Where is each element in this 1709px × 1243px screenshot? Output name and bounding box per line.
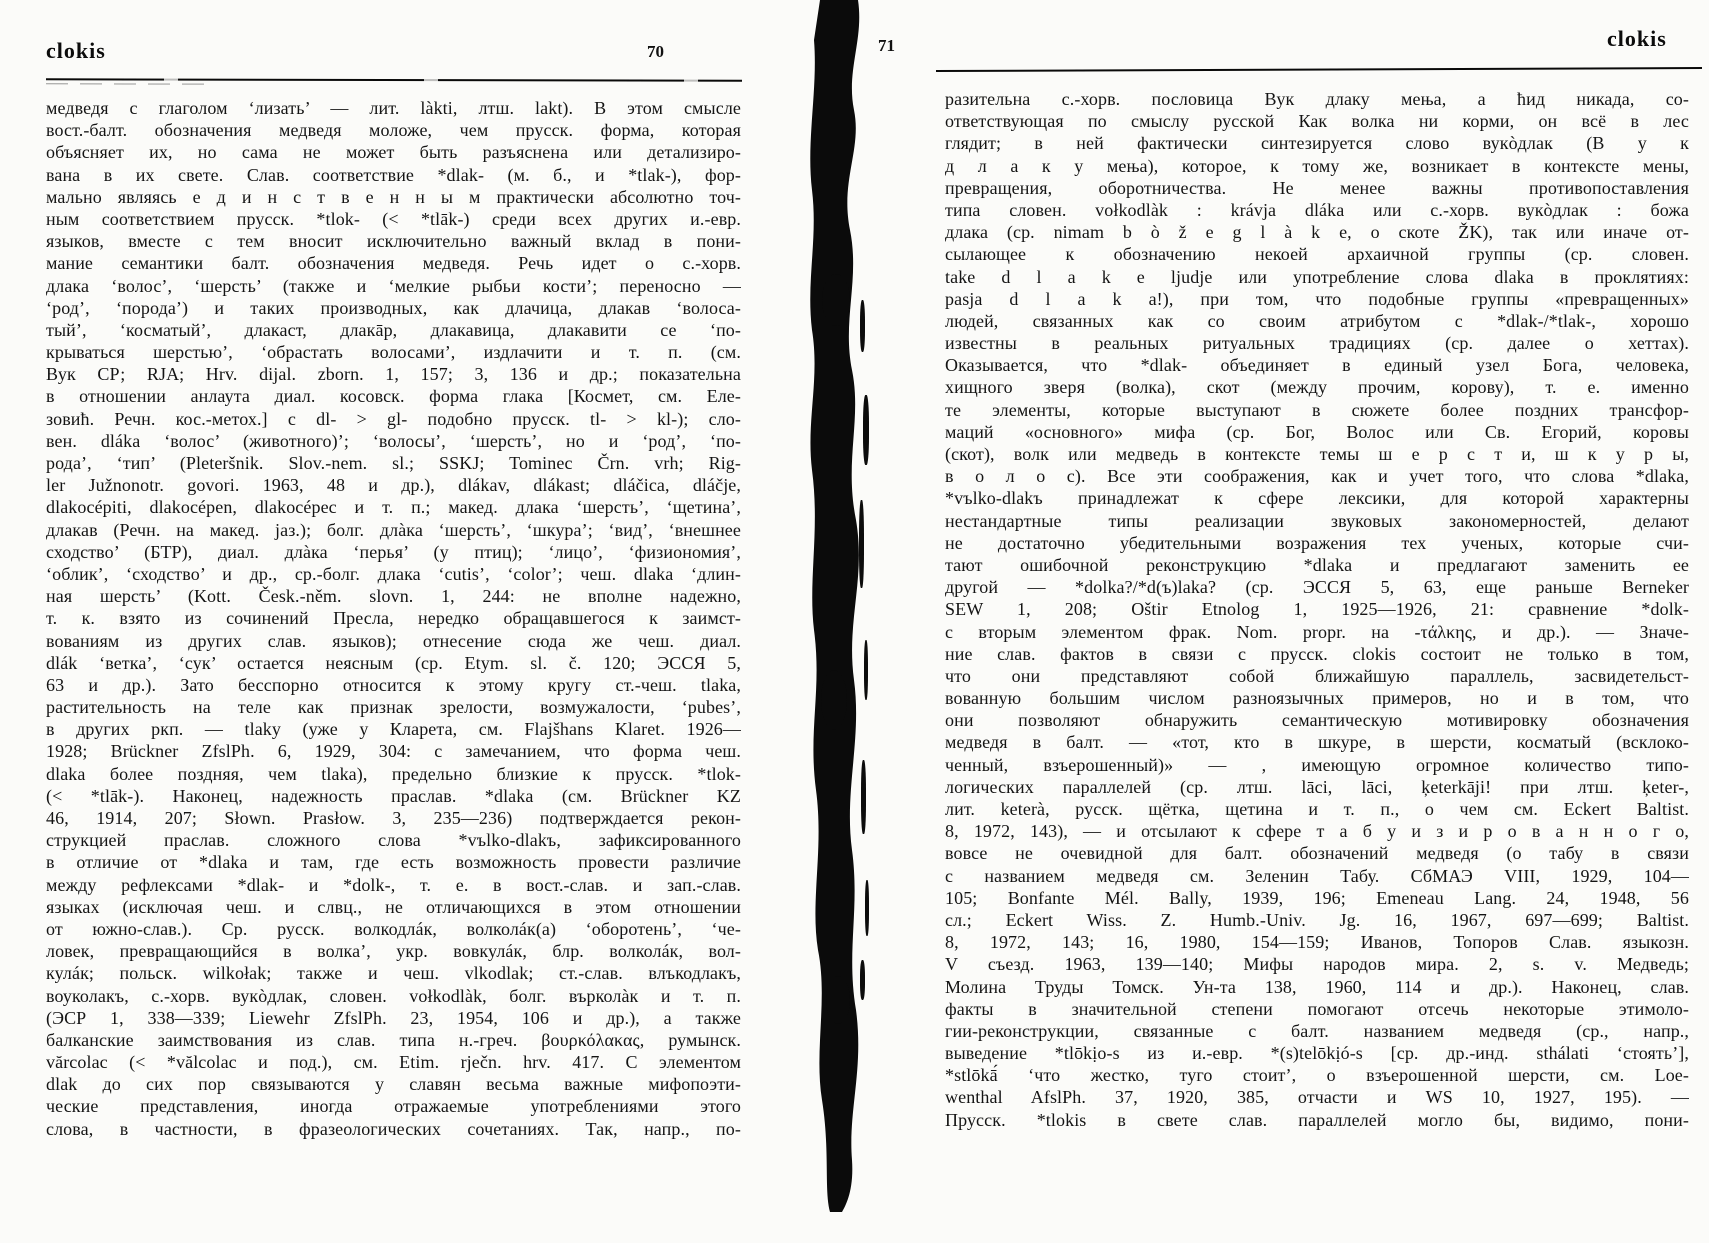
text-line: 63 и др.). Зато бесспорно относится к этому кругу ст.-чеш. tlaka, [46, 674, 741, 695]
text-line: хищного зверя (волка), скот (между прочим, корову), т. е. именно [945, 377, 1689, 398]
text-line: ченный, взъерошенный)» — , имеющую огромное количество типо- [945, 754, 1689, 775]
text-line: с вторым элементом фрак. Nom. propr. на -τάλκης, и др.). — Значе- [945, 621, 1689, 642]
ink-speck [864, 640, 868, 700]
text-line: глядит; в ней фактически синтезируется слово вукòдлак (В у к [945, 133, 1689, 154]
text-line: *vъlko-dlakъ принадлежат к сфере лексики, для которой характерны [945, 488, 1689, 509]
text-line: зовић. Речн. кос.-метох.] с dl- > gl- подобно прусск. tl- > kl-); сло- [46, 408, 741, 429]
text-line: разительна с.-хорв. пословица Вук длаку мења, а ћид никада, со- [945, 89, 1689, 109]
text-line: (< *tlāk-). Наконец, надежность праслав. *dlaka (см. Brückner KZ [46, 785, 741, 806]
text-line: 46, 1914, 207; Słown. Prasłow. 3, 235—236) подтверждается рекон- [46, 808, 741, 828]
text-line: (ЭСР 1, 338—339; Liewehr ZfslPh. 23, 1954, 106 и др.), а также [46, 1007, 741, 1028]
ink-speck [859, 500, 864, 588]
text-line: wenthal AfslPh. 37, 1920, 385, отчасти и WS 10, 1927, 195). — [945, 1087, 1689, 1108]
text-line: сходство’ (БТР), диал. длàка ‘перья’ (у птиц); ‘лицо’, ‘физиономия’, [46, 541, 741, 562]
text-line: вовсе не очевидной для балт. обозначений медведя (о табу в связи [945, 843, 1689, 864]
text-line: рода’, ‘тип’ (Pleteršnik. Slov.-nem. sl.; SSKJ; Tominec Črn. vrh; Rig- [46, 453, 741, 473]
text-line: растительность на теле как признак зрелости, возмужалости, ‘pubes’, [46, 697, 741, 718]
text-line: типа словен. vołkodlàk : krávja dláka или с.-хорв. вукòдлак : божа [945, 199, 1689, 220]
text-line: балканские заимствования из слав. типа н.-греч. βουρκόλακας, румынск. [46, 1029, 741, 1050]
text-line: лит. keterà, русск. щётка, щетина и т. п., о чем см. Eckert Baltist. [945, 799, 1689, 819]
ink-speck [860, 960, 865, 1000]
text-column-right [945, 88, 1689, 1131]
header-rule-left [46, 78, 742, 81]
text-line: нестандартные типы реализации звуковых закономерностей, делают [945, 510, 1689, 531]
text-line: dlák ‘ветка’, ‘сук’ остается неясным (ср. Etym. sl. č. 120; ЭССЯ 5, [46, 652, 741, 673]
page-number-left: 70 [647, 42, 664, 61]
running-header-right: clokis [1607, 26, 1667, 51]
text-line: вана в их свете. Слав. соответствие *dlak- (м. б., и *tlak-), фор- [46, 164, 741, 185]
text-line: ние слав. фактов в связи с прусск. clokis состоит не только в том, [945, 643, 1689, 664]
text-line: ная шерсть’ (Kott. Česk.-něm. slovn. 1, 244: не вполне надежно, [46, 586, 741, 607]
ink-speck [863, 395, 869, 465]
text-line: объясняет их, но сама не может быть разъяснена или детализиро- [46, 142, 741, 163]
text-line: 8, 1972, 143; 16, 1980, 154—159; Иванов, Топоров Слав. языкозн. [945, 932, 1689, 953]
text-line: струкцией праслав. сложного слова *vъlko-dlakъ, зафиксированного [46, 830, 741, 851]
text-line: между рефлексами *dlak- и *dolk-, т. е. в вост.-слав. и зап.-слав. [46, 874, 741, 895]
text-line: маций «основного» мифа (ср. Бог, Волос или Св. Егорий, коровы [945, 421, 1689, 442]
text-line: медведя с глаголом ‘лизать’ — лит. làkti, лтш. lakt). В этом смысле [46, 98, 741, 118]
text-line: сылающее к обозначению некоей архаичной группы (ср. словен. [945, 244, 1689, 265]
text-line: тый’, ‘косматый’, длакаст, длакāр, длакавица, длакавити се ‘по- [46, 319, 741, 340]
left-page [0, 0, 806, 1243]
text-line: dlaka более поздняя, чем tlaka), предельно близкие к прусск. *tlok- [46, 763, 741, 784]
text-line: длака (ср. nimam b ò ž e g l à k e, о скоте ŽK), так или иначе от- [945, 222, 1689, 243]
text-line: медведя в балт. — «тот, кто в шкуре, в шерсти, косматый (всклоко- [945, 732, 1689, 753]
text-line: крываться шерстью’, ‘обрастать волосами’, издлачити и т. п. (см. [46, 342, 741, 363]
text-line: ‘род’, ‘порода’) и таких производных, как длачица, длакав ‘волоса- [46, 297, 741, 318]
text-line: те элементы, которые выступают в сюжете более поздних трансфор- [945, 399, 1689, 420]
binding-gutter-shadow [806, 0, 870, 1220]
text-line: SEW 1, 208; Oštir Etnolog 1, 1925—1926, 21: сравнение *dolk- [945, 599, 1689, 620]
text-line: известны в реальных ритуальных традициях (ср. далее о хеттах). [945, 333, 1689, 354]
header-rule-right [936, 67, 1702, 72]
text-line: в о л о с). Все эти соображения, как и учет того, что слова *dlaka, [945, 466, 1689, 487]
text-line: от южно-слав.). Ср. русск. волкодлáк, волколáк(а) ‘оборотень’, ‘че- [46, 918, 741, 939]
text-line: ческие представления, иногда отражаемые употреблениями этого [46, 1096, 741, 1117]
text-line: в отличие от *dlaka и там, где есть возможность провести различие [46, 852, 741, 873]
text-line: длакав (Речн. на макед. jаз.); болг. длàка ‘шерсть’, ‘шкура’; ‘вид’, ‘внешнее [46, 519, 741, 540]
ink-speck [865, 880, 869, 936]
text-line: языках (исключая чеш. и слвц., не отличающихся в этом отношении [46, 896, 741, 917]
text-line: pasja d l a k a!), при том, что подобные группы «превращенных» [945, 288, 1689, 309]
text-line: они позволяют обнаружить семантическую мотивировку обозначения [945, 710, 1689, 731]
text-line: т. к. взято из сочинений Пресла, нередко обращавшегося к заимст- [46, 608, 741, 629]
text-line: гии-реконструкции, связанные с балт. названием медведя (ср., напр., [945, 1020, 1689, 1041]
text-line: кулáк; польск. wilkołak; также и чеш. vlkodlak; ст.-слав. влъкодлакъ, [46, 963, 741, 984]
text-line: факты в значительной степени помогают отсечь некоторые этимоло- [945, 998, 1689, 1019]
text-line: выведение *tlōkịo-s из и.-евр. *(s)telōkịó-s [ср. др.-инд. sthálati ‘стоять’], [945, 1043, 1689, 1064]
text-line: в отношении анлаута диал. косовск. форма глака [Космет, см. Еле- [46, 386, 741, 407]
text-line: ным соответствием прусск. *tlok- (< *tlāk-) среди всех других и.-евр. [46, 208, 741, 229]
text-line: vărcolac (< *vălcolac и под.), см. Etim. rječn. hrv. 417. С элементом [46, 1052, 741, 1073]
text-line: длака ‘волос’, ‘шерсть’ (также и ‘мелкие рыбьи кости’; переносно — [46, 275, 741, 296]
text-line: слова, в частности, в фразеологических сочетаниях. Так, напр., по- [46, 1118, 741, 1139]
text-line: take d l a k e ljudje или употребление слова dlaka в проклятиях: [945, 266, 1689, 287]
ink-speck [860, 300, 865, 352]
text-line: ответствующая по смыслу русской Как волка ни корми, он всё в лес [945, 111, 1689, 132]
text-line: сл.; Eckert Wiss. Z. Humb.-Univ. Jg. 16, 1967, 697—699; Baltist. [945, 909, 1689, 930]
running-header-left: clokis [46, 38, 106, 63]
text-line: мание семантики балт. обозначения медведя. Речь идет о с.-хорв. [46, 253, 741, 274]
text-line: д л а к у мења), которое, к тому же, возникает в контексте мены, [945, 155, 1689, 176]
text-line: 8, 1972, 143), — и отсылают к сфере т а б у и з и р о в а н н о г о, [945, 821, 1689, 842]
text-column-left [46, 97, 741, 1140]
text-line: Молина Труды Томск. Ун-та 138, 1960, 114 и др.). Наконец, слав. [945, 976, 1689, 997]
text-line: людей, связанных как со своим атрибутом с *dlak-/*tlak-, хорошо [945, 310, 1689, 331]
text-line: ‘облик’, ‘сходство’ и др., ср.-болг. длака ‘cutis’, ‘color’; чеш. dlaka ‘длин- [46, 563, 741, 584]
text-line: превращения, оборотничества. Не менее важны противопоставления [945, 177, 1689, 198]
gutter-ink-band [806, 0, 870, 1220]
text-line: другой — *dolka?/*d(ъ)laka? (ср. ЭССЯ 5, 63, еще раньше Berneker [945, 577, 1689, 598]
text-line: мально являясь е д и н с т в е н н ы м практически абсолютно точ- [46, 186, 741, 207]
text-line: Оказывается, что *dlak- объединяет в единый узел Бога, человека, [945, 355, 1689, 376]
page-number-right: 71 [878, 36, 895, 55]
text-line: воуколакъ, с.-хорв. вукòдлак, словен. vołkodlàk, болг. върколàк и т. п. [46, 985, 741, 1006]
text-line: тают ошибочной реконструкцию *dlaka и предлагают заменить ее [945, 554, 1689, 575]
text-line: Вук СР; RJA; Hrv. dijal. zborn. 1, 157; 3, 136 и др.; показательна [46, 364, 741, 385]
text-line: что они представляют собой ближайшую параллель, засвидетельст- [945, 665, 1689, 686]
text-line: dlakocépiti, dlakocépen, dlakocépec и т. п.; макед. длака ‘шерсть’, ‘щетина’, [46, 497, 741, 518]
text-line: логических параллелей (ср. лтш. lāci, lāci, ķeterkāji! при лтш. ķeter-, [945, 776, 1689, 797]
text-line: ловек, превращающийся в волка’, укр. вовкулáк, блр. волколáк, вол- [46, 941, 741, 962]
text-line: dlak до сих пор связываются у славян весьма важные мифопоэти- [46, 1074, 741, 1095]
text-line: 105; Bonfante Mél. Bally, 1939, 196; Emeneau Lang. 24, 1948, 56 [945, 887, 1689, 908]
text-line: 1928; Brückner ZfslPh. 6, 1929, 304: с замечанием, что форма чеш. [46, 741, 741, 762]
right-page [870, 0, 1709, 1243]
text-line: вост.-балт. обозначения медведя моложе, чем прусск. форма, которая [46, 120, 741, 141]
text-line: в других ркп. — tlaky (уже у Кларета, см. Flajšhans Klaret. 1926— [46, 719, 741, 740]
text-line: не достаточно убедительными возражения тех ученых, которые счи- [945, 532, 1689, 553]
text-line: с названием медведя см. Зеленин Табу. СбМАЭ VIII, 1929, 104— [945, 865, 1689, 886]
text-line: (скот), волк или медведь в контексте темы ш е р с т и, ш к у р ы, [945, 444, 1689, 464]
text-line: вен. dláka ‘волос’ (животного)’; ‘волосы’, ‘шерсть’, но и ‘род’, ‘по- [46, 430, 741, 451]
text-line: Прусск. *tlokis в свете слав. параллелей могло бы, видимо, пони- [945, 1109, 1689, 1130]
text-line: V съезд. 1963, 139—140; Мифы народов мира. 2, s. v. Медведь; [945, 954, 1689, 975]
text-line: *stlōkā́ ‘что жестко, туго стоит’, о взъерошенной шерсти, см. Loe- [945, 1065, 1689, 1086]
text-line: языков, вместе с тем вносит исключительно важный вклад в пони- [46, 231, 741, 252]
ink-speck [861, 760, 866, 834]
text-line: вованную большим числом разноязычных примеров, но и в том, что [945, 688, 1689, 709]
text-line: ler Južnonotr. govori. 1963, 48 и др.), dlákav, dlákast; dláčica, dláčje, [46, 475, 741, 496]
text-line: вованиям из других слав. языков); отнесение сюда же чеш. диал. [46, 630, 741, 651]
